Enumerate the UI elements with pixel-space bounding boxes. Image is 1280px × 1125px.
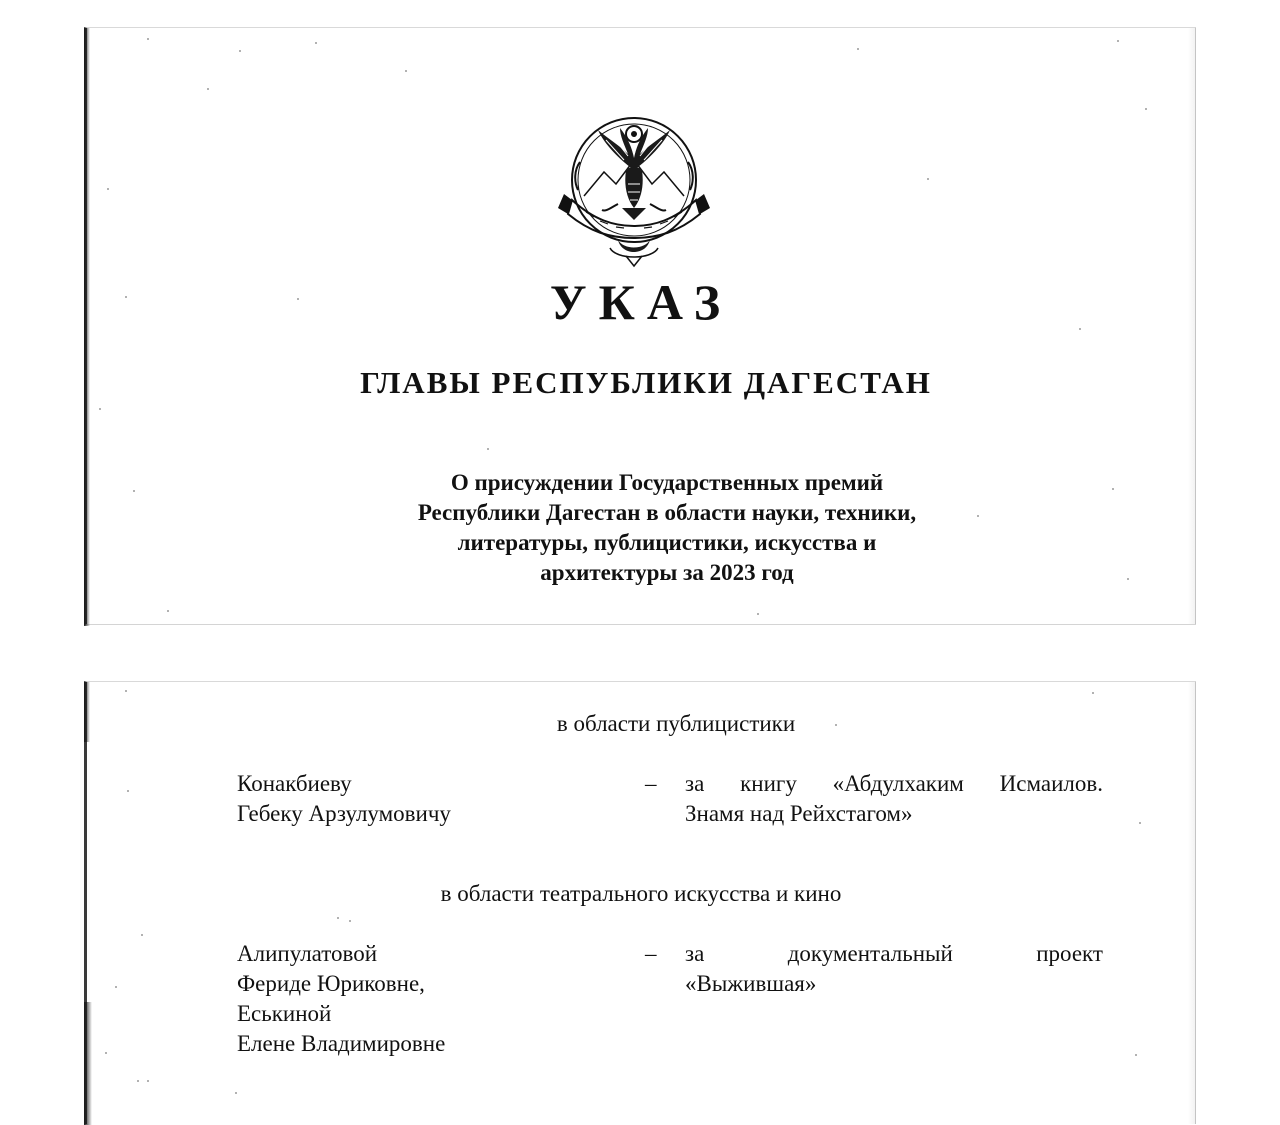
award-work — [685, 769, 1103, 829]
decree-subject-line: О присуждении Государственных премий — [450, 470, 884, 495]
scan-speck — [105, 1052, 107, 1054]
entry-dash: – — [645, 771, 657, 796]
scan-speck — [107, 188, 109, 190]
scan-speck — [167, 610, 169, 612]
scan-speck — [405, 70, 407, 72]
award-work-line: «Выжившая» — [685, 971, 817, 996]
award-work-word: книгу — [740, 771, 797, 796]
award-work-word: Исмаилов. — [999, 771, 1103, 796]
entry-dash: – — [645, 941, 657, 966]
scan-speck — [137, 1080, 139, 1082]
decree-subject-line: архитектуры за 2023 год — [540, 560, 794, 585]
scan-speck — [235, 1092, 237, 1094]
document-page-top — [84, 27, 1196, 625]
scan-speck — [1117, 40, 1119, 42]
scan-speck — [1145, 108, 1147, 110]
recipient-name-line: Гебеку Арзулумовичу — [237, 801, 451, 826]
award-work-word: «Абдулхаким — [832, 771, 964, 796]
recipient-name-line: Елене Владимировне — [237, 1031, 446, 1056]
scan-speck — [757, 613, 759, 615]
recipient-name-line: Еськиной — [237, 1001, 332, 1026]
scan-speck — [115, 986, 117, 988]
scan-speck — [125, 690, 127, 692]
decree-title: УКАЗ — [549, 274, 733, 330]
scan-speck — [99, 408, 101, 410]
scan-speck — [315, 42, 317, 44]
award-work-word: документальный — [787, 941, 953, 966]
scan-speck — [141, 934, 143, 936]
award-work-word: за — [685, 941, 705, 966]
scan-speck — [337, 917, 339, 919]
decree-subject-line: литературы, публицистики, искусства и — [457, 530, 877, 555]
recipient-name-line: Алипулатовой — [237, 941, 378, 966]
scan-speck — [239, 50, 241, 52]
award-recipient — [237, 769, 617, 829]
scan-speck — [133, 490, 135, 492]
scan-speck — [207, 88, 209, 90]
page-left-edge — [84, 1002, 92, 1125]
scan-speck — [927, 178, 929, 180]
recipient-name-line: Конакбиеву — [237, 771, 352, 796]
scan-speck — [1112, 488, 1114, 490]
scan-speck — [1092, 692, 1094, 694]
award-work-line: Знамя над Рейхстагом» — [685, 801, 913, 826]
dagestan-coat-of-arms-icon — [554, 100, 714, 268]
scan-speck — [1139, 822, 1141, 824]
recipient-name-line: Фериде Юриковне, — [237, 971, 425, 996]
scan-speck — [487, 448, 489, 450]
section-heading-theatre: в области театрального искусства и кино — [440, 881, 842, 906]
scan-speck — [127, 790, 129, 792]
scan-speck — [349, 920, 351, 922]
scan-speck — [147, 38, 149, 40]
document-page-bottom — [84, 681, 1196, 1124]
scan-speck — [857, 48, 859, 50]
scan-speck — [1135, 1054, 1137, 1056]
award-work — [685, 939, 1103, 999]
scan-speck — [977, 515, 979, 517]
award-work-word: проект — [1036, 941, 1103, 966]
award-recipient — [237, 939, 617, 1059]
award-work-word: за — [685, 771, 705, 796]
section-heading-publicism: в области публицистики — [556, 711, 796, 736]
award-work-line — [685, 939, 1103, 969]
decree-issuer: ГЛАВЫ РЕСПУБЛИКИ ДАГЕСТАН — [360, 365, 932, 400]
scan-speck — [1127, 578, 1129, 580]
award-work-line — [685, 769, 1103, 799]
decree-subject — [377, 468, 957, 588]
decree-subject-line: Республики Дагестан в области науки, техники, — [417, 500, 917, 525]
scan-speck — [147, 1080, 149, 1082]
